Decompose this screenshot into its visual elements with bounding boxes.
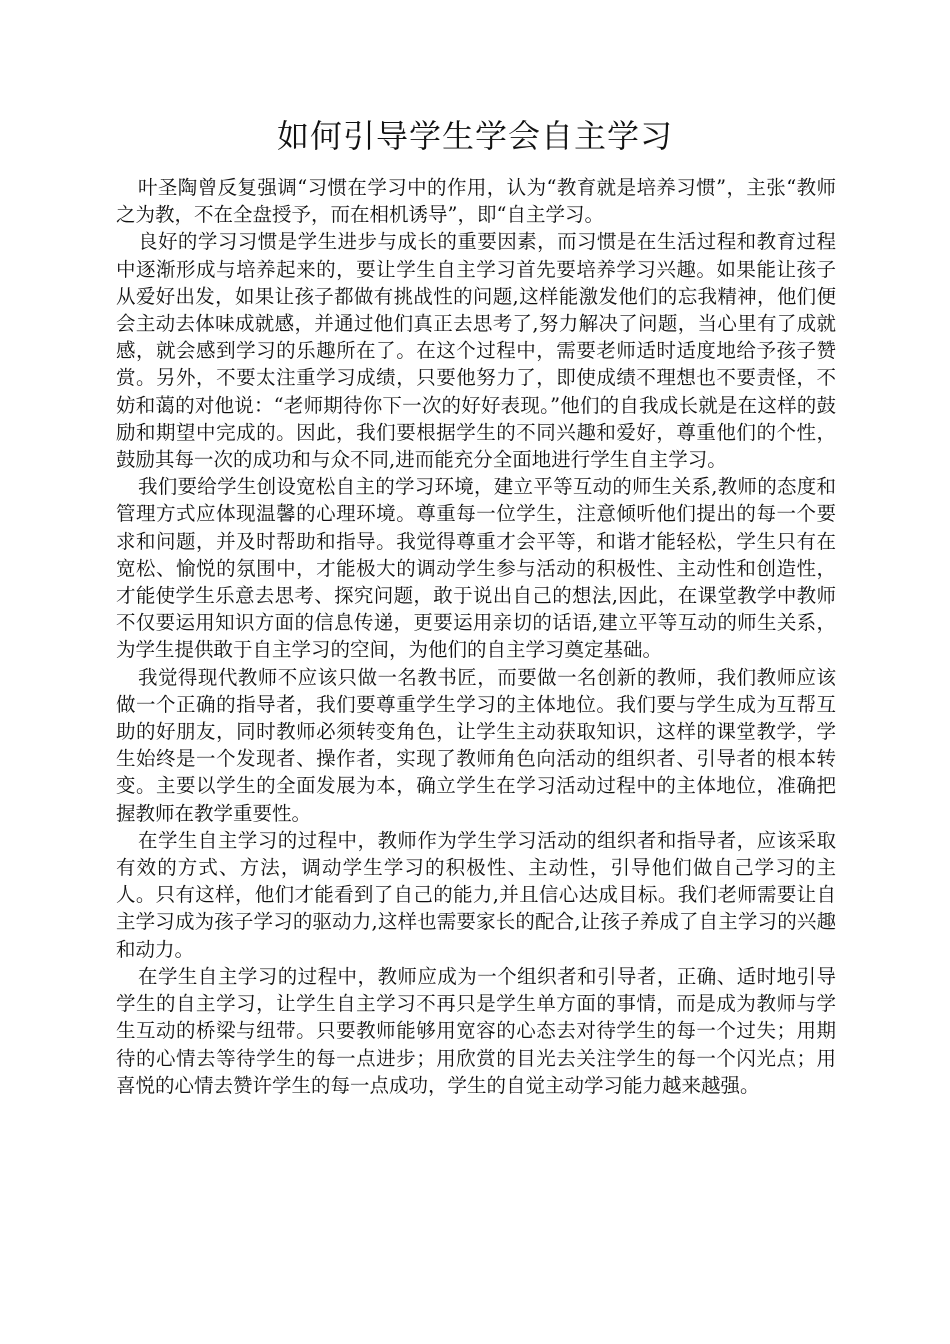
paragraph-4: 我觉得现代教师不应该只做一名教书匠，而要做一名创新的教师，我们教师应该做一个正确的指导者，我们要尊重学生学习的主体地位。我们要与学生成为互帮互助的好朋友，同时教师必须转变角色，让学生主动获取知识，这样的课堂教学，学生始终是一个发现者、操作者，实现了教师角色向活动的组织者、引导者的根本转变。主要以学生的全面发展为本，确立学生在学习活动过程中的主体地位，准确把握教师在教学重要性。 [116,665,836,825]
paragraph-1: 叶圣陶曾反复强调“习惯在学习中的作用，认为“教育就是培养习惯”，主张“教师之为教，不在全盘授予，而在相机诱导”，即“自主学习。 [116,176,836,227]
document-body [116,174,836,1099]
paragraph-6: 在学生自主学习的过程中，教师应成为一个组织者和引导者，正确、适时地引导学生的自主学习，让学生自主学习不再只是学生单方面的事情，而是成为教师与学生互动的桥梁与纽带。只要教师能够用宽容的心态去对待学生的每一个过失；用期待的心情去等待学生的每一点进步；用欣赏的目光去关注学生的每一个闪光点；用喜悦的心情去赞许学生的每一点成功，学生的自觉主动学习能力越来越强。 [116,964,836,1097]
paragraph-5: 在学生自主学习的过程中，教师作为学生学习活动的组织者和指导者，应该采取有效的方式、方法，调动学生学习的积极性、主动性，引导他们做自己学习的主人。只有这样，他们才能看到了自己的能力,并且信心达成目标。我们老师需要让自主学习成为孩子学习的驱动力,这样也需要家长的配合,让孩子养成了自主学习的兴趣和动力。 [116,828,836,961]
document-title: 如何引导学生学会自主学习 [276,117,673,155]
paragraph-3: 我们要给学生创设宽松自主的学习环境，建立平等互动的师生关系,教师的态度和管理方式应体现温馨的心理环境。尊重每一位学生，注意倾听他们提出的每一个要求和问题，并及时帮助和指导。我觉得尊重才会平等，和谐才能轻松，学生只有在宽松、愉悦的氛围中，才能极大的调动学生参与活动的积极性、主动性和创造性，才能使学生乐意去思考、探究问题，敢于说出自己的想法,因此，在课堂教学中教师不仅要运用知识方面的信息传递，更要运用亲切的话语,建立平等互动的师生关系，为学生提供敢于自主学习的空间，为他们的自主学习奠定基础。 [116,475,836,662]
paragraph-2: 良好的学习习惯是学生进步与成长的重要因素，而习惯是在生活过程和教育过程中逐渐形成与培养起来的，要让学生自主学习首先要培养学习兴趣。如果能让孩子从爱好出发，如果让孩子都做有挑战性的问题,这样能激发他们的忘我精神，他们便会主动去体味成就感，并通过他们真正去思考了,努力解决了问题，当心里有了成就感，就会感到学习的乐趣所在了。在这个过程中，需要老师适时适度地给予孩子赞赏。另外，不要太注重学习成绩，只要他努力了，即使成绩不理想也不要责怪，不妨和蔼的对他说：“老师期待你下一次的好好表现。”他们的自我成长就是在这样的鼓励和期望中完成的。因此，我们要根据学生的不同兴趣和爱好，尊重他们的个性，鼓励其每一次的成功和与众不同,进而能充分全面地进行学生自主学习。 [116,230,836,472]
